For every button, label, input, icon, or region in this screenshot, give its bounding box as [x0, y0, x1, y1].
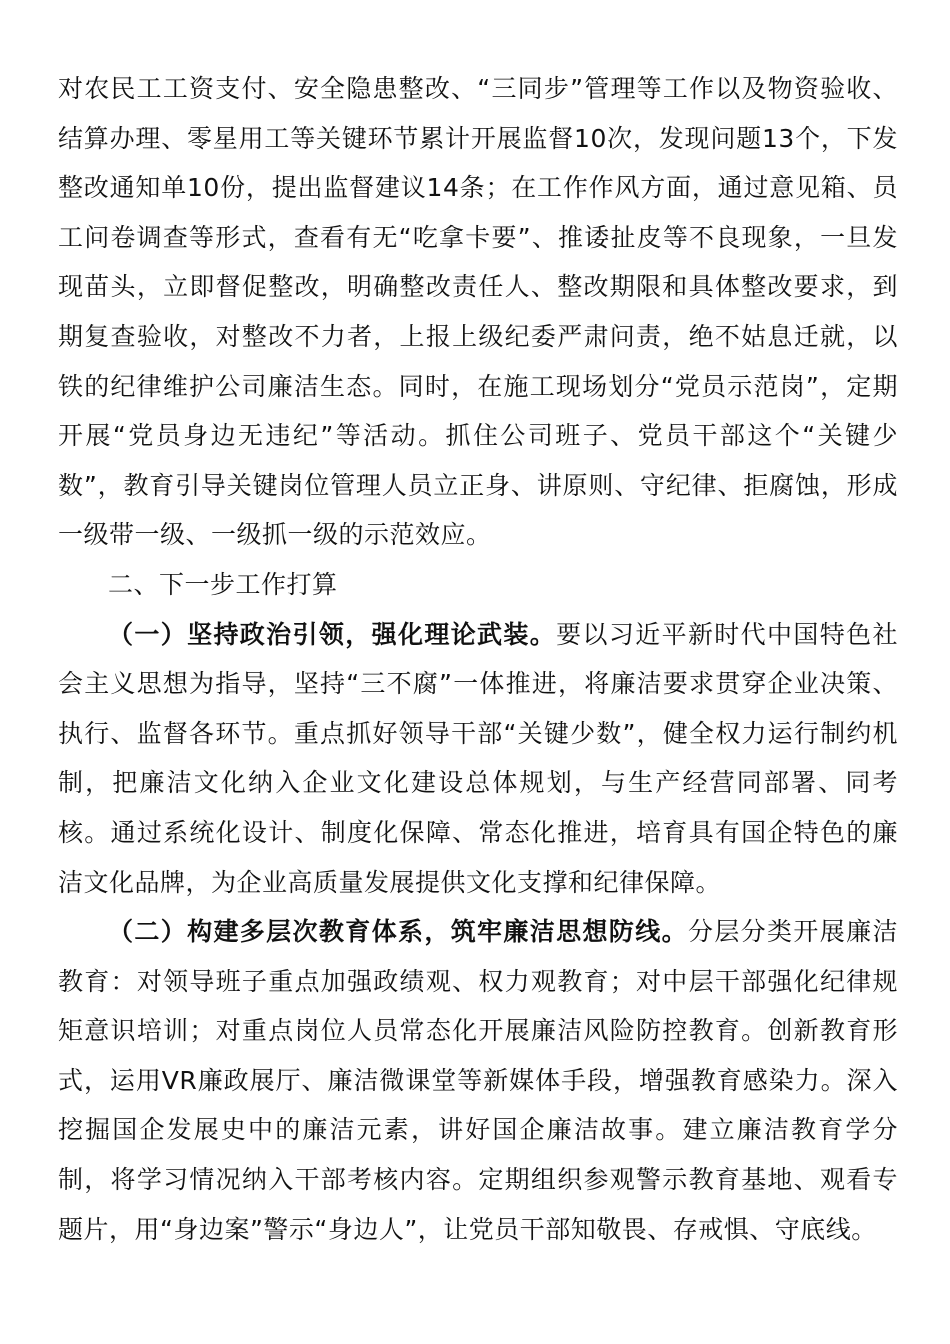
paragraph-lead-heading: （一）坚持政治引领，强化理论武装。 — [108, 619, 557, 649]
paragraph-text: 要以习近平新时代中国特色社会主义思想为指导，坚持“三不腐”一体推进，将廉洁要求贯穿企业决策、执行、监督各环节。重点抓好领导干部“关键少数”，健全权力运行制约机制，把廉洁文化纳入企业文化建设总体规划，与生产经营同部署、同考核。通过系统化设计、制度化保障、常态化推进，培育具有国企特色的廉洁文化品牌，为企业高质量发展提供文化支撑和纪律保障。 — [58, 619, 898, 897]
paragraph-text: 对农民工工资支付、安全隐患整改、“三同步”管理等工作以及物资验收、结算办理、零星用工等关键环节累计开展监督10次，发现问题13个，下发整改通知单10份，提出监督建议14条；在工作作风方面，通过意见箱、员工问卷调查等形式，查看有无“吃拿卡要”、推诿扯皮等不良现象，一旦发现苗头，立即督促整改，明确整改责任人、整改期限和具体整改要求，到期复查验收，对整改不力者，上报上级纪委严肃问责，绝不姑息迁就，以铁的纪律维护公司廉洁生态。同时，在施工现场划分“党员示范岗”，定期开展“党员身边无违纪”等活动。抓住公司班子、党员干部这个“关键少数”，教育引导关键岗位管理人员立正身、讲原则、守纪律、拒腐蚀，形成一级带一级、一级抓一级的示范效应。 — [58, 74, 898, 550]
paragraph-supervision-work — [58, 64, 898, 560]
paragraph-text: 分层分类开展廉洁教育：对领导班子重点加强政绩观、权力观教育；对中层干部强化纪律规矩意识培训；对重点岗位人员常态化开展廉洁风险防控教育。创新教育形式，运用VR廉政展厅、廉洁微课堂等新媒体手段，增强教育感染力。深入挖掘国企发展史中的廉洁元素，讲好国企廉洁故事。建立廉洁教育学分制，将学习情况纳入干部考核内容。定期组织参观警示教育基地、观看专题片，用“身边案”警示“身边人”，让党员干部知敬畏、存戒惧、守底线。 — [58, 917, 898, 1244]
section-heading-next-steps — [58, 560, 898, 610]
paragraph-lead-heading: （二）构建多层次教育体系，筑牢廉洁思想防线。 — [108, 917, 688, 947]
paragraph-education-system — [58, 907, 898, 1254]
paragraph-political-guidance — [58, 610, 898, 908]
section-heading-text: 二、下一步工作打算 — [108, 569, 338, 599]
document-body — [58, 64, 898, 1254]
